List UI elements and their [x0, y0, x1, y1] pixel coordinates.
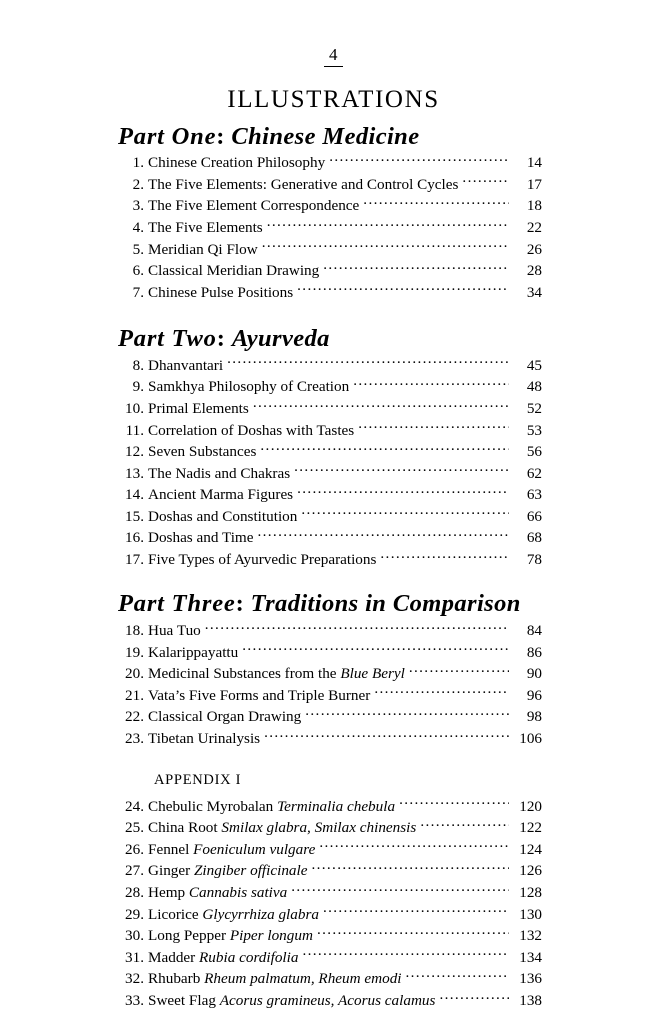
leader-dots: [302, 947, 509, 962]
entry-title: Licorice Glycyrrhiza glabra: [148, 905, 323, 925]
leader-dots: [406, 968, 509, 983]
entry-number: 12.: [118, 442, 148, 462]
entry-number: 30.: [118, 926, 148, 946]
leader-dots: [358, 419, 509, 434]
entry-number: 27.: [118, 861, 148, 881]
entry-title: Rhubarb Rheum palmatum, Rheum emodi: [148, 969, 406, 989]
entry-title: Kalarippayattu: [148, 643, 242, 663]
entry-number: 23.: [118, 729, 148, 749]
entry-page-number: 63: [509, 485, 542, 505]
leader-dots: [297, 484, 509, 499]
entry-number: 2.: [118, 175, 148, 195]
toc-entry[interactable]: [118, 527, 542, 549]
toc-entry[interactable]: [118, 706, 542, 728]
entry-number: 24.: [118, 797, 148, 817]
entry-list-appendix: [118, 795, 542, 1011]
toc-entry[interactable]: [118, 925, 542, 947]
toc-entry[interactable]: [118, 441, 542, 463]
entry-page-number: 56: [509, 442, 542, 462]
entry-list-one: [118, 152, 542, 303]
entry-page-number: 126: [509, 861, 542, 881]
leader-dots: [380, 549, 509, 564]
toc-entry[interactable]: [118, 463, 542, 485]
entry-number: 31.: [118, 948, 148, 968]
entry-number: 3.: [118, 196, 148, 216]
entry-page-number: 86: [509, 643, 542, 663]
entry-page-number: 122: [509, 818, 542, 838]
entry-page-number: 26: [509, 240, 542, 260]
toc-entry[interactable]: [118, 817, 542, 839]
entry-title: Seven Substances: [148, 442, 260, 462]
entry-title: Doshas and Constitution: [148, 507, 301, 527]
toc-entry[interactable]: [118, 903, 542, 925]
page-title: ILLUSTRATIONS: [0, 86, 667, 114]
entry-title: Hemp Cannabis sativa: [148, 883, 291, 903]
entry-page-number: 48: [509, 377, 542, 397]
entry-page-number: 34: [509, 283, 542, 303]
part-label-three: Part Three: [118, 590, 236, 617]
entry-title: The Five Elements: [148, 218, 267, 238]
entry-title: Hua Tuo: [148, 621, 205, 641]
toc-entry[interactable]: [118, 663, 542, 685]
entry-title: The Five Elements: Generative and Control Cycles: [148, 175, 462, 195]
toc-entry[interactable]: [118, 174, 542, 196]
leader-dots: [311, 860, 509, 875]
leader-dots: [363, 195, 509, 210]
toc-entry[interactable]: [118, 260, 542, 282]
entry-number: 1.: [118, 153, 148, 173]
toc-entry[interactable]: [118, 282, 542, 304]
part-heading-two: [118, 325, 542, 352]
appendix-section: [118, 772, 542, 1011]
leader-dots: [319, 839, 509, 854]
entry-page-number: 84: [509, 621, 542, 641]
entry-number: 17.: [118, 550, 148, 570]
entry-page-number: 98: [509, 707, 542, 727]
entry-title: Primal Elements: [148, 399, 253, 419]
leader-dots: [205, 620, 509, 635]
entry-title: Tibetan Urinalysis: [148, 729, 264, 749]
entry-number: 11.: [118, 421, 148, 441]
toc-entry[interactable]: [118, 217, 542, 239]
entry-title: Vata’s Five Forms and Triple Burner: [148, 686, 374, 706]
leader-dots: [317, 925, 509, 940]
spacer-after-part-two: [118, 570, 542, 590]
entry-title: Classical Meridian Drawing: [148, 261, 323, 281]
entry-page-number: 52: [509, 399, 542, 419]
leader-dots: [294, 463, 509, 478]
part-heading-one: [118, 123, 542, 150]
toc-entry[interactable]: [118, 195, 542, 217]
entry-number: 25.: [118, 818, 148, 838]
entry-title: Classical Organ Drawing: [148, 707, 305, 727]
toc-entry[interactable]: [118, 419, 542, 441]
leader-dots: [374, 685, 509, 700]
entry-title-italic: Rubia cordifolia: [199, 949, 298, 966]
part-label-one: Part One: [118, 123, 216, 150]
entry-number: 6.: [118, 261, 148, 281]
leader-dots: [297, 282, 509, 297]
toc-entry[interactable]: [118, 795, 542, 817]
entry-page-number: 106: [509, 729, 542, 749]
entry-title-italic: Zingiber officinale: [194, 862, 307, 879]
entry-title: Dhanvantari: [148, 356, 227, 376]
entry-title-italic: Piper longum: [230, 927, 313, 944]
entry-title: Long Pepper Piper longum: [148, 926, 317, 946]
entry-number: 21.: [118, 686, 148, 706]
leader-dots: [227, 355, 509, 370]
entry-page-number: 45: [509, 356, 542, 376]
entry-number: 14.: [118, 485, 148, 505]
entry-title-italic: Rheum palmatum, Rheum emodi: [204, 970, 401, 987]
entry-page-number: 14: [509, 153, 542, 173]
entry-number: 10.: [118, 399, 148, 419]
entry-number: 20.: [118, 664, 148, 684]
toc-entry[interactable]: [118, 398, 542, 420]
entry-number: 8.: [118, 356, 148, 376]
leader-dots: [329, 152, 509, 167]
leader-dots: [420, 817, 509, 832]
toc-entry[interactable]: [118, 376, 542, 398]
entry-page-number: 53: [509, 421, 542, 441]
leader-dots: [257, 527, 509, 542]
entry-number: 4.: [118, 218, 148, 238]
entry-title: Medicinal Substances from the Blue Beryl: [148, 664, 409, 684]
toc-entry[interactable]: [118, 620, 542, 642]
entry-title-italic: Cannabis sativa: [189, 884, 287, 901]
toc-content: [118, 123, 542, 1011]
toc-entry[interactable]: [118, 990, 542, 1011]
entry-page-number: 62: [509, 464, 542, 484]
part-label-two: Part Two: [118, 325, 217, 352]
entry-number: 28.: [118, 883, 148, 903]
entry-page-number: 90: [509, 664, 542, 684]
entry-page-number: 66: [509, 507, 542, 527]
entry-page-number: 128: [509, 883, 542, 903]
toc-entry[interactable]: [118, 506, 542, 528]
entry-number: 5.: [118, 240, 148, 260]
leader-dots: [262, 238, 509, 253]
entry-title: Doshas and Time: [148, 528, 257, 548]
entry-number: 32.: [118, 969, 148, 989]
part-section-one: [118, 123, 542, 304]
leader-dots: [353, 376, 509, 391]
entry-page-number: 138: [509, 991, 542, 1011]
leader-dots: [399, 795, 509, 810]
part-subject-one: Chinese Medicine: [231, 123, 419, 150]
spacer-after-part-one: [118, 303, 542, 325]
toc-entry[interactable]: [118, 728, 542, 750]
entry-page-number: 134: [509, 948, 542, 968]
entry-title: Chebulic Myrobalan Terminalia chebula: [148, 797, 399, 817]
entry-title: Samkhya Philosophy of Creation: [148, 377, 353, 397]
part-separator-two: :: [217, 325, 226, 352]
appendix-label: APPENDIX I: [154, 772, 542, 789]
entry-page-number: 68: [509, 528, 542, 548]
toc-entry[interactable]: [118, 685, 542, 707]
toc-entry[interactable]: [118, 152, 542, 174]
leader-dots: [260, 441, 509, 456]
entry-number: 26.: [118, 840, 148, 860]
entry-number: 29.: [118, 905, 148, 925]
leader-dots: [305, 706, 509, 721]
entry-list-three: [118, 620, 542, 750]
toc-entry[interactable]: [118, 549, 542, 571]
entry-page-number: 124: [509, 840, 542, 860]
entry-title: The Nadis and Chakras: [148, 464, 294, 484]
leader-dots: [462, 174, 509, 189]
part-subject-two: Ayurveda: [232, 325, 330, 352]
part-section-two: [118, 325, 542, 570]
toc-entry[interactable]: [118, 968, 542, 990]
leader-dots: [301, 506, 509, 521]
page-number: 4: [324, 46, 343, 67]
entry-title-italic: Smilax glabra, Smilax chinensis: [221, 819, 416, 836]
entry-number: 7.: [118, 283, 148, 303]
entry-number: 19.: [118, 643, 148, 663]
entry-page-number: 18: [509, 196, 542, 216]
part-subject-three: Traditions in Comparison: [251, 590, 521, 617]
toc-entry[interactable]: [118, 238, 542, 260]
entry-title: Sweet Flag Acorus gramineus, Acorus calamus: [148, 991, 439, 1011]
entry-number: 9.: [118, 377, 148, 397]
toc-entry[interactable]: [118, 860, 542, 882]
toc-entry[interactable]: [118, 355, 542, 377]
entry-title-italic: Glycyrrhiza glabra: [202, 906, 319, 923]
leader-dots: [439, 990, 509, 1005]
toc-entry[interactable]: [118, 882, 542, 904]
entry-title-italic: Acorus gramineus, Acorus calamus: [220, 992, 436, 1009]
entry-title: Madder Rubia cordifolia: [148, 948, 302, 968]
leader-dots: [253, 398, 509, 413]
entry-title: The Five Element Correspondence: [148, 196, 363, 216]
part-separator-three: :: [236, 590, 245, 617]
leader-dots: [323, 903, 509, 918]
entry-number: 15.: [118, 507, 148, 527]
spacer-after-part-three: [118, 749, 542, 772]
part-separator-one: :: [216, 123, 225, 150]
entry-page-number: 96: [509, 686, 542, 706]
leader-dots: [242, 642, 509, 657]
entry-title: Correlation of Doshas with Tastes: [148, 421, 358, 441]
entry-number: 22.: [118, 707, 148, 727]
leader-dots: [323, 260, 509, 275]
leader-dots: [409, 663, 509, 678]
entry-title: Ancient Marma Figures: [148, 485, 297, 505]
entry-title: Chinese Creation Philosophy: [148, 153, 329, 173]
entry-page-number: 22: [509, 218, 542, 238]
entry-number: 13.: [118, 464, 148, 484]
entry-number: 18.: [118, 621, 148, 641]
entry-title-italic: Foeniculum vulgare: [193, 841, 315, 858]
entry-page-number: 78: [509, 550, 542, 570]
entry-number: 33.: [118, 991, 148, 1011]
leader-dots: [291, 882, 509, 897]
leader-dots: [267, 217, 509, 232]
entry-page-number: 120: [509, 797, 542, 817]
entry-page-number: 17: [509, 175, 542, 195]
entry-page-number: 136: [509, 969, 542, 989]
toc-entry[interactable]: [118, 642, 542, 664]
entry-title: Fennel Foeniculum vulgare: [148, 840, 319, 860]
entry-list-two: [118, 355, 542, 571]
entry-title: Five Types of Ayurvedic Preparations: [148, 550, 380, 570]
part-section-three: [118, 590, 542, 749]
leader-dots: [264, 728, 509, 743]
part-heading-three: [118, 590, 542, 617]
entry-title: China Root Smilax glabra, Smilax chinensis: [148, 818, 420, 838]
entry-page-number: 132: [509, 926, 542, 946]
entry-title: Ginger Zingiber officinale: [148, 861, 311, 881]
entry-page-number: 28: [509, 261, 542, 281]
entry-number: 16.: [118, 528, 148, 548]
entry-title: Chinese Pulse Positions: [148, 283, 297, 303]
toc-entry[interactable]: [118, 839, 542, 861]
entry-page-number: 130: [509, 905, 542, 925]
toc-entry[interactable]: [118, 947, 542, 969]
entry-title: Meridian Qi Flow: [148, 240, 262, 260]
entry-title-italic: Blue Beryl: [340, 665, 405, 682]
toc-entry[interactable]: [118, 484, 542, 506]
entry-title-italic: Terminalia chebula: [277, 798, 395, 815]
folio-container: [0, 0, 667, 67]
